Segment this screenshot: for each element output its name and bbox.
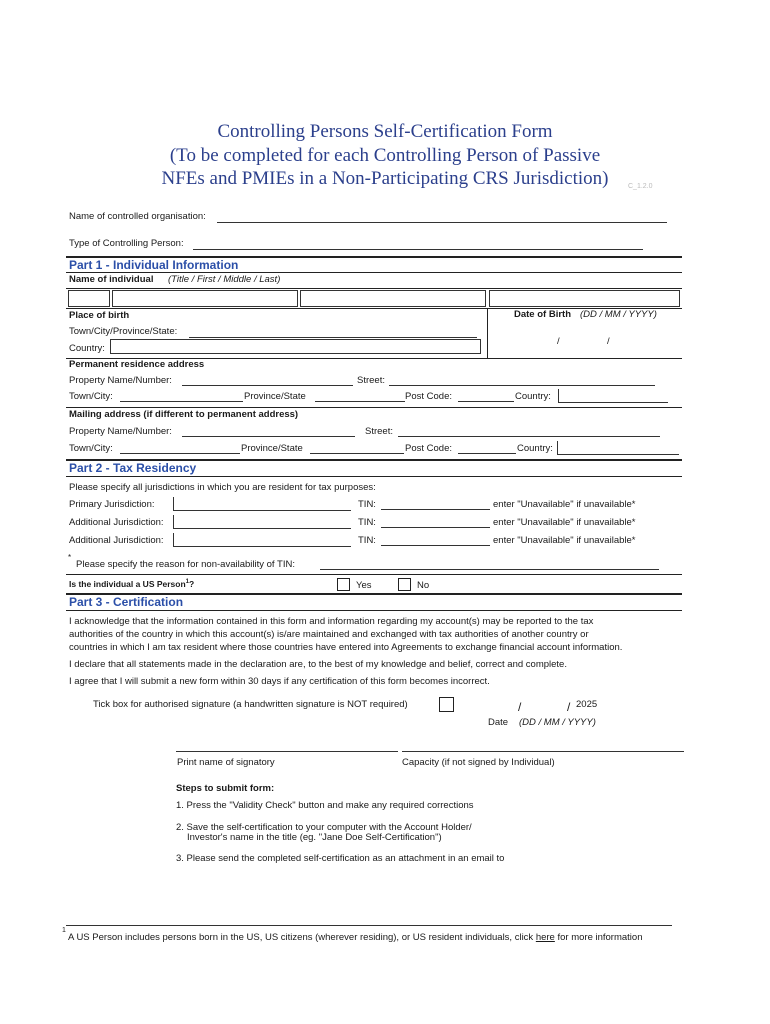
- part2-heading: Part 2 - Tax Residency: [69, 461, 197, 475]
- us-person-q-mark: ?: [189, 579, 195, 589]
- perm-postcode-label: Post Code:: [405, 391, 452, 402]
- sign-date-sep-1: /: [518, 700, 522, 714]
- part2-intro: Please specify all jurisdictions in which you are resident for tax purposes:: [69, 482, 376, 493]
- additional-tin-2-field[interactable]: [381, 545, 490, 546]
- controlling-type-label: Type of Controlling Person:: [69, 238, 184, 249]
- part1-heading-rule: [66, 272, 682, 273]
- footnote-text: [68, 932, 643, 943]
- country-label: Country:: [69, 343, 105, 354]
- declare-statement: I declare that all statements made in the declaration are, to the best of my knowledge and belief, correct and complete.: [69, 659, 567, 670]
- additional-tin-1-field[interactable]: [381, 527, 490, 528]
- part2-heading-rule: [66, 476, 682, 477]
- additional-jurisdiction-2-field[interactable]: [173, 533, 351, 547]
- steps-heading: Steps to submit form:: [176, 783, 275, 794]
- primary-jurisdiction-label: Primary Jurisdiction:: [69, 499, 155, 510]
- tick-box-label: Tick box for authorised signature (a handwritten signature is NOT required): [93, 699, 408, 710]
- additional-jurisdiction-2-label: Additional Jurisdiction:: [69, 535, 164, 546]
- part3-heading: Part 3 - Certification: [69, 595, 184, 609]
- name-last-field[interactable]: [489, 290, 680, 307]
- mail-province-field[interactable]: [310, 453, 404, 454]
- mail-province-label: Province/State: [241, 443, 303, 454]
- town-field[interactable]: [189, 337, 477, 338]
- us-person-yes-checkbox[interactable]: [337, 578, 350, 591]
- additional-tin-1-label: TIN:: [358, 517, 376, 528]
- footnote-link[interactable]: here: [535, 932, 555, 943]
- form-title-line2: (To be completed for each Controlling Person of Passive: [169, 145, 601, 166]
- additional-unavailable-note-2: enter "Unavailable" if unavailable*: [493, 535, 636, 546]
- footnote-rule: [66, 925, 672, 926]
- dob-sep-1: /: [557, 336, 560, 347]
- primary-tin-field[interactable]: [381, 509, 490, 510]
- us-person-question: [69, 579, 194, 589]
- additional-jurisdiction-1-field[interactable]: [173, 515, 351, 529]
- us-person-no-label: No: [417, 580, 430, 591]
- name-row-top: [66, 288, 682, 289]
- mail-street-field[interactable]: [398, 436, 660, 437]
- controlled-org-label: Name of controlled organisation:: [69, 211, 206, 222]
- name-label: Name of individual: [69, 274, 154, 285]
- country-field[interactable]: [110, 339, 481, 354]
- us-person-top-rule: [66, 574, 682, 575]
- mail-street-label: Street:: [365, 426, 393, 437]
- step-2-line-1: 2. Save the self-certification to your computer with the Account Holder/: [176, 822, 472, 833]
- part1-heading: Part 1 - Individual Information: [69, 258, 239, 272]
- form-title-line1: Controlling Persons Self-Certification Form: [217, 121, 553, 142]
- perm-town-field[interactable]: [120, 401, 243, 402]
- sign-date-hint: (DD / MM / YYYY): [519, 717, 596, 728]
- mail-property-field[interactable]: [182, 436, 355, 437]
- perm-country-field[interactable]: [558, 389, 668, 403]
- step-2-line-2: Investor's name in the title (eg. "Jane Doe Self-Certification"): [187, 832, 442, 843]
- controlled-org-field[interactable]: [217, 222, 667, 223]
- perm-country-label: Country:: [515, 391, 551, 402]
- acknowledge-line-2: authorities of the country in which this account(s) is/are maintained and exchanged with tax authorities of another country or: [69, 629, 589, 640]
- perm-property-label: Property Name/Number:: [69, 375, 172, 386]
- print-name-label: Print name of signatory: [177, 757, 275, 768]
- us-person-yes-label: Yes: [356, 580, 372, 591]
- perm-property-field[interactable]: [182, 385, 353, 386]
- form-version: C_1.2.0: [628, 183, 653, 190]
- reason-field[interactable]: [320, 569, 659, 570]
- form-title-line3: NFEs and PMIEs in a Non-Participating CRS Jurisdiction): [161, 168, 609, 189]
- agree-statement: I agree that I will submit a new form within 30 days if any certification of this form becomes incorrect.: [69, 676, 490, 687]
- acknowledge-line-1: I acknowledge that the information contained in this form and information regarding my account(s) may be reported to the tax: [69, 616, 594, 627]
- perm-street-field[interactable]: [389, 385, 655, 386]
- print-name-field[interactable]: [176, 751, 398, 752]
- us-person-label: Is the individual a US Person: [69, 579, 186, 589]
- additional-jurisdiction-1-label: Additional Jurisdiction:: [69, 517, 164, 528]
- dob-label: Date of Birth: [514, 309, 571, 320]
- mail-postcode-field[interactable]: [458, 453, 516, 454]
- footnote-body: A US Person includes persons born in the US, US citizens (wherever residing), or US resident individuals, click: [68, 932, 534, 943]
- authorised-signature-checkbox[interactable]: [439, 697, 454, 712]
- perm-heading: Permanent residence address: [69, 359, 205, 370]
- reason-label: Please specify the reason for non-availability of TIN:: [76, 559, 295, 570]
- perm-province-label: Province/State: [244, 391, 306, 402]
- name-first-field[interactable]: [112, 290, 298, 307]
- dob-sep-2: /: [607, 336, 610, 347]
- sign-year: 2025: [576, 699, 598, 710]
- dob-divider: [487, 308, 488, 358]
- perm-province-field[interactable]: [315, 401, 405, 402]
- footnote-after: for more information: [557, 932, 643, 943]
- mail-postcode-label: Post Code:: [405, 443, 452, 454]
- additional-unavailable-note-1: enter "Unavailable" if unavailable*: [493, 517, 636, 528]
- perm-postcode-field[interactable]: [458, 401, 514, 402]
- controlling-type-field[interactable]: [193, 249, 643, 250]
- sign-date-label: Date: [488, 717, 509, 728]
- town-label: Town/City/Province/State:: [69, 326, 178, 337]
- mail-property-label: Property Name/Number:: [69, 426, 172, 437]
- primary-jurisdiction-field[interactable]: [173, 497, 351, 511]
- mail-country-field[interactable]: [557, 441, 679, 455]
- primary-unavailable-note: enter "Unavailable" if unavailable*: [493, 499, 636, 510]
- mail-country-label: Country:: [517, 443, 553, 454]
- us-person-no-checkbox[interactable]: [398, 578, 411, 591]
- mail-town-field[interactable]: [120, 453, 240, 454]
- primary-tin-label: TIN:: [358, 499, 376, 510]
- footnote-mark: 1: [62, 927, 66, 934]
- part3-heading-rule: [66, 610, 682, 611]
- acknowledge-line-3: countries in which I am tax resident where those countries have entered into Agreements to exchange financial account information.: [69, 642, 623, 653]
- perm-street-label: Street:: [357, 375, 385, 386]
- name-middle-field[interactable]: [300, 290, 486, 307]
- name-hint: (Title / First / Middle / Last): [168, 274, 281, 285]
- additional-tin-2-label: TIN:: [358, 535, 376, 546]
- capacity-field[interactable]: [402, 751, 684, 752]
- mail-town-label: Town/City:: [69, 443, 113, 454]
- name-title-field[interactable]: [68, 290, 110, 307]
- step-1: 1. Press the "Validity Check" button and make any required corrections: [176, 800, 474, 811]
- place-of-birth-label: Place of birth: [69, 310, 130, 321]
- mail-top-rule: [66, 407, 682, 408]
- reason-star: *: [68, 553, 72, 562]
- perm-town-label: Town/City:: [69, 391, 113, 402]
- capacity-label: Capacity (if not signed by Individual): [402, 757, 555, 768]
- sign-date-sep-2: /: [567, 700, 571, 714]
- us-person-footnote-ref: 1: [185, 579, 190, 586]
- step-3: 3. Please send the completed self-certification as an attachment in an email to: [176, 853, 505, 864]
- mail-heading: Mailing address (if different to permanent address): [69, 409, 299, 420]
- dob-hint: (DD / MM / YYYY): [580, 309, 657, 320]
